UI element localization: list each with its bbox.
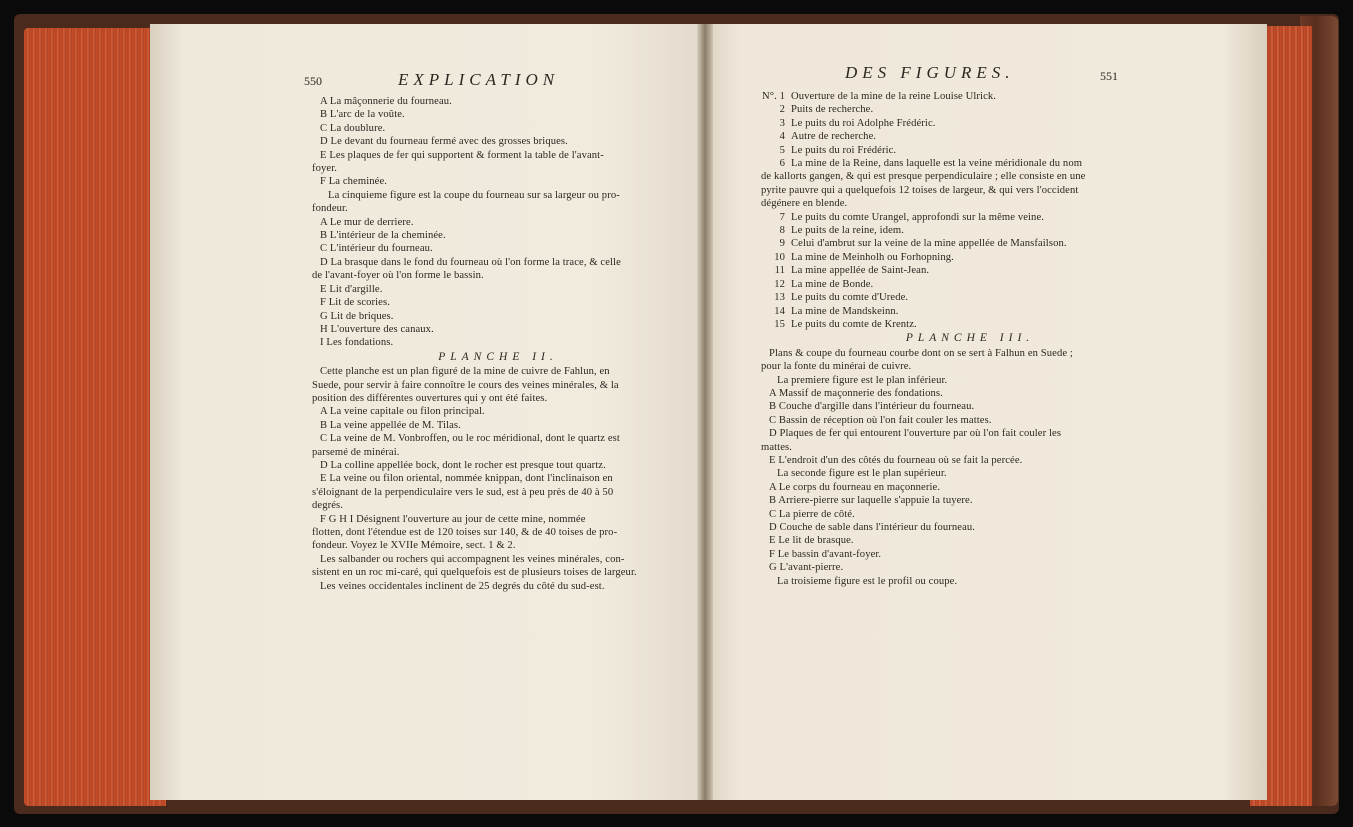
left-page-text — [312, 95, 684, 593]
text-line: F La cheminée. — [320, 176, 387, 188]
text-line: mattes. — [761, 441, 793, 453]
left-running-head: EXPLICATION — [398, 70, 560, 89]
entry-text: La mine de Meinholh ou Forhopning. — [791, 251, 954, 263]
numbered-entry — [761, 305, 1179, 318]
numbered-entry — [761, 251, 1179, 264]
text-line: C Bassin de réception où l'on fait couler les mattes. — [769, 414, 992, 426]
entry-number: N°. 1 — [762, 91, 785, 102]
text-line: pour la fonte du minérai de cuivre. — [761, 361, 912, 373]
numbered-entry — [761, 144, 1179, 157]
entry-text: La mine de Mandskeinn. — [791, 305, 899, 317]
entry-number: 11 — [774, 265, 785, 277]
text-line: G Lit de briques. — [320, 310, 394, 322]
text-line: A Le corps du fourneau en maçonnerie. — [769, 481, 941, 493]
entry-text: Le puits du roi Adolphe Frédéric. — [791, 117, 936, 129]
text-line: D Le devant du fourneau fermé avec des grosses briques. — [320, 136, 568, 148]
entry-number: 13 — [774, 292, 785, 304]
numbered-entry — [761, 103, 1179, 116]
left-page-number: 550 — [304, 74, 322, 88]
text-line: F Lit de scories. — [320, 297, 390, 309]
numbered-entry — [761, 318, 1179, 331]
entry-number: 10 — [774, 251, 785, 263]
right-numbered-group-1 — [761, 90, 1179, 170]
text-line: dégénere en blende. — [761, 198, 848, 210]
entry-number: 8 — [779, 225, 785, 237]
entry-text: Le puits du comte d'Urede. — [791, 292, 909, 304]
text-line: I Les fondations. — [320, 337, 394, 349]
entry-text: La mine appellée de Saint-Jean. — [791, 265, 930, 277]
entry-text: La mine de la Reine, dans laquelle est la veine méridionale du nom — [791, 158, 1083, 170]
entry-number: 5 — [779, 144, 785, 156]
text-line: fondeur. — [312, 203, 348, 215]
numbered-entry — [761, 237, 1179, 250]
left-lines-group — [312, 95, 684, 350]
text-line: Les salbander ou rochers qui accompagnent les veines minérales, con- — [320, 553, 625, 565]
text-line: E L'endroit d'un des côtés du fourneau où se fait la percée. — [769, 454, 1023, 466]
numbered-entry — [761, 278, 1179, 291]
text-line: A Le mur de derriere. — [320, 216, 414, 228]
numbered-entry — [761, 117, 1179, 130]
right-page-number: 551 — [1100, 69, 1118, 83]
right-lines-a-group — [761, 170, 1179, 210]
text-line: A La mâçonnerie du fourneau. — [320, 96, 452, 107]
text-line: foyer. — [312, 163, 338, 175]
entry-text: La mine de Bonde. — [791, 278, 874, 290]
text-line: B Couche d'argille dans l'intérieur du fourneau. — [769, 401, 975, 413]
text-line: position des différentes ouvertures qui y ont été faites. — [312, 392, 548, 404]
text-line: Plans & coupe du fourneau courbe dont on se sert à Falhun en Suede ; — [769, 347, 1073, 359]
numbered-entry — [761, 130, 1179, 143]
numbered-entry — [761, 90, 1179, 103]
text-line: C La veine de M. Vonbroffen, ou le roc méridional, dont le quartz est — [320, 433, 620, 445]
text-line: E Le lit de brasque. — [769, 535, 854, 547]
text-line: La premiere figure est le plan inférieur. — [777, 374, 948, 386]
text-line: D La colline appellée bock, dont le rocher est presque tout quartz. — [320, 459, 606, 471]
text-line: D La brasque dans le fond du fourneau où l'on forme la trace, & celle — [320, 256, 621, 268]
text-line: fondeur. Voyez le XVIIe Mémoire, sect. 1 & 2. — [312, 540, 516, 552]
right-numbered-group-2 — [761, 211, 1179, 332]
entry-number: 14 — [774, 305, 785, 317]
entry-number: 15 — [774, 318, 785, 330]
text-line: E Lit d'argille. — [320, 283, 383, 295]
entry-text: Celui d'ambrut sur la veine de la mine appellée de Mansfailson. — [791, 238, 1067, 250]
plate-heading-2: PLANCHE II. — [438, 350, 558, 363]
text-line: C L'intérieur du fourneau. — [320, 243, 433, 255]
entry-text: Le puits du comte de Krentz. — [791, 318, 917, 330]
text-line: C La pierre de côté. — [769, 508, 855, 520]
text-line: flotten, dont l'étendue est de 120 toises sur 140, & de 40 toises de pro- — [312, 527, 618, 538]
text-line: H L'ouverture des canaux. — [320, 323, 434, 335]
text-line: E Les plaques de fer qui supportent & forment la table de l'avant- — [320, 149, 604, 161]
text-line: La troisieme figure est le profil ou coupe. — [777, 575, 958, 587]
text-line: de l'avant-foyer où l'on forme le bassin. — [312, 270, 484, 282]
entry-text: Le puits de la reine, idem. — [791, 225, 905, 237]
text-line: Cette planche est un plan figuré de la mine de cuivre de Fahlun, en — [320, 366, 610, 378]
entry-text: Le puits du roi Frédéric. — [791, 144, 897, 156]
book-gutter — [697, 24, 713, 800]
entry-number: 9 — [779, 238, 785, 250]
numbered-entry — [761, 157, 1179, 170]
text-line: D Plaques de fer qui entourent l'ouverture par où l'on fait couler les — [769, 428, 1062, 440]
text-line: D Couche de sable dans l'intérieur du fourneau. — [769, 522, 976, 533]
entry-text: Le puits du comte Urangel, approfondi sur la même veine. — [791, 211, 1045, 223]
text-line: E La veine ou filon oriental, nommée knippan, dont l'inclinaison en — [320, 473, 613, 485]
numbered-entry — [761, 224, 1179, 237]
text-line: B L'intérieur de la cheminée. — [320, 230, 446, 242]
right-page-text — [761, 90, 1179, 588]
left-page-edges — [24, 28, 166, 806]
text-line: s'éloignant de la perpendiculaire vers le sud, est à peu près de 40 à 50 — [312, 486, 614, 498]
entry-text: Puits de recherche. — [791, 104, 874, 116]
text-line: Les veines occidentales inclinent de 25 degrés du côté du sud-est. — [320, 580, 605, 592]
text-line: pyrite pauvre qui a quelquefois 12 toises de largeur, & qui vers l'occident — [761, 184, 1079, 196]
entry-number: 6 — [779, 158, 785, 170]
text-line: C La doublure. — [320, 122, 386, 134]
entry-number: 3 — [779, 117, 785, 129]
right-lines-b-group — [761, 347, 1179, 588]
text-line: La seconde figure est le plan supérieur. — [777, 468, 947, 480]
text-line: A Massif de maçonnerie des fondations. — [769, 387, 943, 399]
text-line: sistent en un roc mi-caré, qui quelquefois est de plusieurs toises de largeur. — [312, 567, 637, 579]
text-line: degrés. — [312, 500, 343, 512]
right-running-head: DES FIGURES. — [845, 63, 1015, 82]
numbered-entry — [761, 264, 1179, 277]
plate-heading-3: PLANCHE III. — [905, 332, 1035, 345]
text-line: F Le bassin d'avant-foyer. — [769, 548, 882, 560]
entry-text: Ouverture de la mine de la reine Louise Ulrick. — [791, 91, 997, 102]
text-line: La cinquieme figure est la coupe du fourneau sur sa largeur ou pro- — [328, 189, 620, 201]
text-line: B La veine appellée de M. Tilas. — [320, 419, 461, 431]
text-line: Suede, pour servir à faire connoître le cours des veines minérales, & la — [312, 379, 619, 391]
entry-number: 12 — [774, 278, 785, 290]
text-line: G L'avant-pierre. — [769, 562, 844, 574]
entry-number: 7 — [779, 211, 785, 223]
entry-number: 4 — [779, 131, 785, 143]
text-line: B L'arc de la voûte. — [320, 109, 405, 121]
text-line: B Arriere-pierre sur laquelle s'appuie la tuyere. — [769, 495, 973, 507]
text-line: A La veine capitale ou filon principal. — [320, 406, 485, 418]
text-line: de kallorts gangen, & qui est presque perpendiculaire ; elle consiste en une — [761, 171, 1086, 183]
numbered-entry — [761, 291, 1179, 304]
numbered-entry — [761, 211, 1179, 224]
text-line: F G H I Désignent l'ouverture au jour de cette mine, nommée — [320, 513, 586, 525]
text-line: parsemé de minérai. — [312, 446, 400, 458]
entry-text: Autre de recherche. — [791, 131, 877, 143]
entry-number: 2 — [779, 104, 785, 116]
left-lines2-group — [312, 365, 684, 593]
